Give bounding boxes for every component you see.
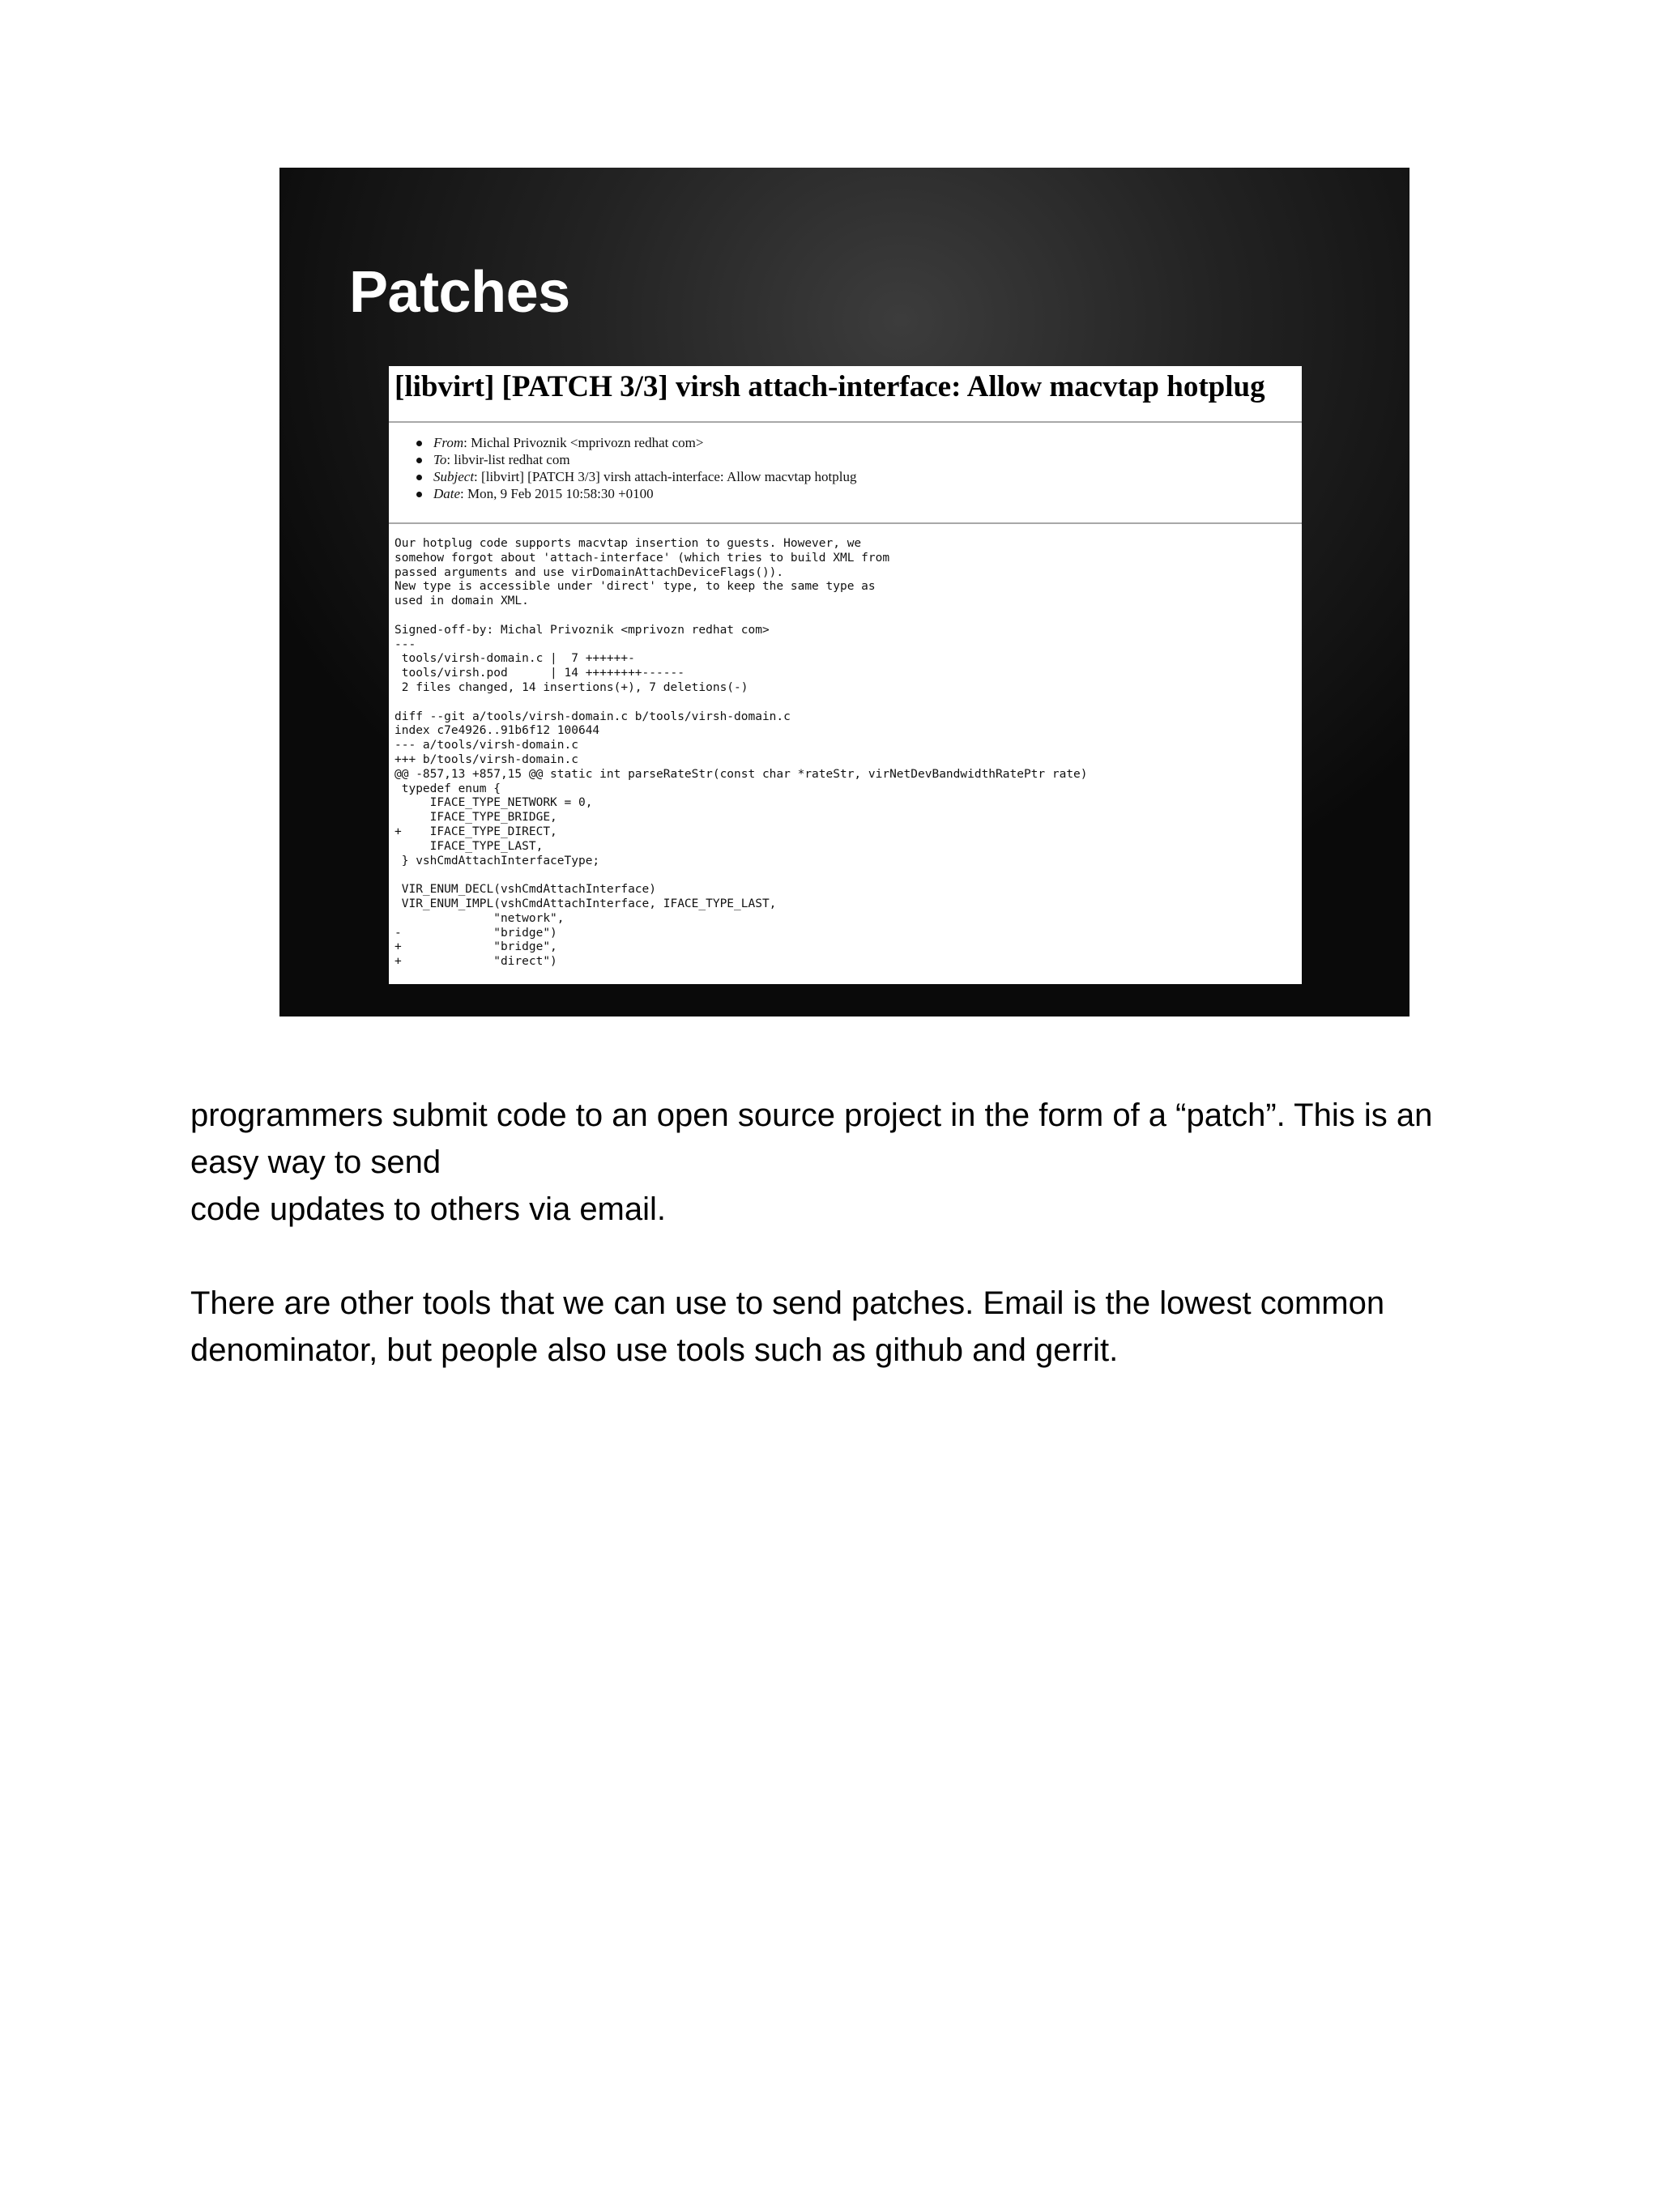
notes-line: programmers submit code to an open source project in the form of a “patch”. This is an easy way to send — [190, 1097, 1433, 1180]
header-from: From: Michal Privoznik <mprivozn redhat com> — [433, 434, 857, 451]
email-subject: [libvirt] [PATCH 3/3] virsh attach-interface: Allow macvtap hotplug — [394, 370, 1265, 403]
header-date: Date: Mon, 9 Feb 2015 10:58:30 +0100 — [433, 485, 857, 502]
slide — [279, 168, 1410, 1016]
speaker-notes-paragraph-1 — [190, 1092, 1486, 1233]
email-headers — [433, 434, 857, 502]
divider — [389, 421, 1302, 423]
header-to: To: libvir-list redhat com — [433, 451, 857, 468]
divider — [389, 522, 1302, 524]
email-screenshot — [389, 366, 1302, 984]
header-subject: Subject: [libvirt] [PATCH 3/3] virsh attach-interface: Allow macvtap hotplug — [433, 469, 857, 484]
slide-title: Patches — [349, 260, 570, 325]
email-body: Our hotplug code supports macvtap insertion to guests. However, we somehow forgot about 'attach-interface' (which tries to build XML from passed arguments and use virDomainAttachDeviceFlags()). New type is accessible under 'direct' type, to keep the same type as used in domain XML. Signed-off-by: Michal Privoznik <mprivozn redhat com> --- tools/virsh-domain.c | 7 ++++++- tools/virsh.pod | 14 ++++++++------ 2 files changed, 14 insertions(+), 7 deletions(-) diff --git a/tools/virsh-domain.c b/tools/virsh-domain.c index c7e4926..91b6f12 100644 --- a/tools/virsh-domain.c +++ b/tools/virsh-domain.c @@ -857,13 +857,15 @@ static int parseRateStr(const char *rateStr, virNetDevBandwidthRatePtr rate) typedef enum { IFACE_TYPE_NETWORK = 0, IFACE_TYPE_BRIDGE, + IFACE_TYPE_DIRECT, IFACE_TYPE_LAST, } vshCmdAttachInterfaceType; VIR_ENUM_DECL(vshCmdAttachInterface) VIR_ENUM_IMPL(vshCmdAttachInterface, IFACE_TYPE_LAST, "network", - "bridge") + "bridge", + "direct") — [394, 537, 1088, 969]
speaker-notes-paragraph-2: There are other tools that we can use to send patches. Email is the lowest common denominator, but people also use tools such as github and gerrit. — [190, 1285, 1385, 1368]
notes-line: code updates to others via email. — [190, 1191, 667, 1227]
